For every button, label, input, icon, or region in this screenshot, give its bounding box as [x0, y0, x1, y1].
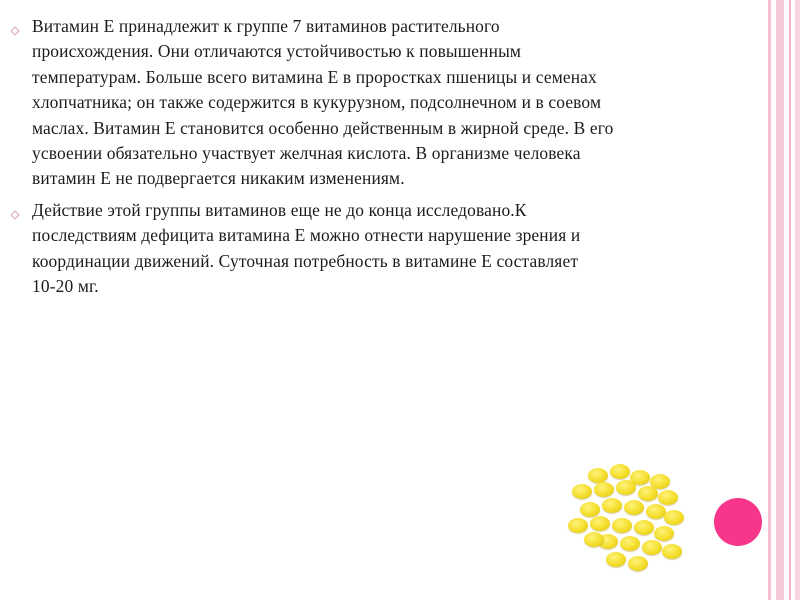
diamond-outline-icon [10, 210, 20, 220]
slide-content [12, 14, 772, 305]
pill [654, 526, 674, 541]
paragraph-line: Витамин Е принадлежит к группе 7 витаминов растительного [32, 16, 500, 36]
pink-circle-decoration [714, 498, 762, 546]
paragraph-line: температурам. Больше всего витамина Е в проростках пшеницы и семенах [32, 66, 597, 87]
decorative-stripe [795, 0, 800, 600]
pill [568, 518, 588, 533]
paragraph-line: последствиям дефицита витамина Е можно отнести нарушение зрения и [32, 225, 581, 246]
pill [594, 482, 614, 497]
vitamin-pills-image [560, 460, 700, 575]
paragraph-line: хлопчатника; он также содержится в кукурузном, подсолнечном и в соевом [32, 92, 602, 113]
pill [584, 532, 604, 547]
pill [658, 490, 678, 505]
pill [612, 518, 632, 533]
pill [590, 516, 610, 531]
paragraph-line: Действие этой группы витаминов еще не до конца исследовано.К [32, 199, 527, 220]
pill [646, 504, 666, 519]
pill [628, 556, 648, 571]
pill [588, 468, 608, 483]
diamond-outline-icon [10, 26, 20, 36]
pill [572, 484, 592, 499]
pill [664, 510, 684, 525]
pill [610, 464, 630, 479]
paragraph-line: координации движений. Суточная потребность в витамине Е составляет [32, 250, 579, 271]
pill [580, 502, 600, 517]
decorative-stripe [776, 0, 784, 600]
pill [638, 486, 658, 501]
pill [642, 540, 662, 555]
decorative-stripe [789, 0, 791, 600]
pill [634, 520, 654, 535]
pill [606, 552, 626, 567]
pill [662, 544, 682, 559]
paragraph-vitamin-e-deficiency [32, 198, 772, 300]
paragraph-line: происхождения. Они отличаются устойчивостью к повышенным [32, 41, 522, 62]
paragraph-vitamin-e-origin [32, 14, 772, 192]
pill [624, 500, 644, 515]
bullet-item-2 [12, 198, 772, 300]
paragraph-line: 10-20 мг. [32, 276, 99, 297]
paragraph-line: маслах. Витамин Е становится особенно действенным в жирной среде. В его [32, 117, 614, 138]
paragraph-line: витамин Е не подвергается никаким изменениям. [32, 168, 405, 189]
bullet-item-1 [12, 14, 772, 192]
pill [620, 536, 640, 551]
pill [616, 480, 636, 495]
pill [602, 498, 622, 513]
paragraph-line: усвоении обязательно участвует желчная кислота. В организме человека [32, 143, 581, 164]
